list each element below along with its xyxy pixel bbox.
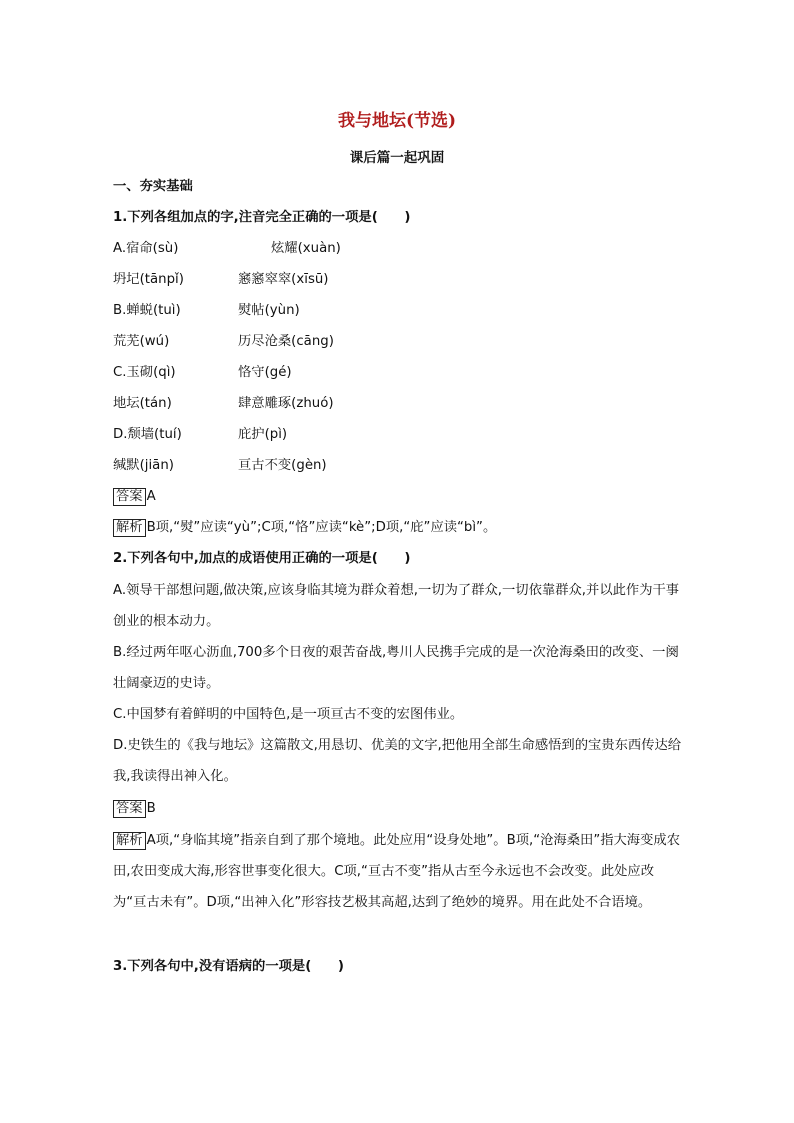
question-1-stem: 1.下列各组加点的字,注音完全正确的一项是( ) [113, 210, 411, 225]
answer-value: B [146, 801, 156, 816]
q1-row-left: C.玉砌(qì) [113, 365, 176, 380]
q2-option-b: B.经过两年呕心沥血,700多个日夜的艰苦奋战,粤川人民携手完成的是一次沧海桑田的改变、一阕壮阔豪迈的史诗。 [113, 645, 679, 691]
analysis-text: B项,“熨”应读“yù”;C项,“恪”应读“kè”;D项,“庇”应读“bì”。 [146, 520, 497, 535]
q1-row-left: 坍圮(tānpǐ) [113, 272, 184, 287]
section-heading: 一、夯实基础 [113, 179, 193, 194]
q1-row-right: 历尽沧桑(cāng) [238, 334, 334, 349]
q1-analysis [113, 519, 496, 537]
q1-row-right: 庇护(pì) [238, 427, 288, 442]
q1-row-right: 炫耀(xuàn) [271, 241, 341, 256]
q1-row-right: 肆意雕琢(zhuó) [238, 396, 334, 411]
q1-row-right: 亘古不变(gèn) [238, 458, 327, 473]
q1-row-right: 恪守(gé) [238, 365, 292, 380]
q1-row-left: 地坛(tán) [113, 396, 172, 411]
q2-answer [113, 800, 156, 818]
q1-row-right: 熨帖(yùn) [238, 303, 300, 318]
analysis-tag: 解析 [113, 832, 146, 850]
analysis-text: A项,“身临其境”指亲自到了那个境地。此处应用“设身处地”。B项,“沧海桑田”指大海变成农田,农田变成大海,形容世事变化很大。C项,“亘古不变”指从古至今永远也不会改变。此处应改为“亘古未有”。D项,“出神入化”形容技艺极其高超,达到了绝妙的境界。用在此处不合语境。 [113, 833, 680, 910]
page-subtitle: 课后篇一起巩固 [349, 150, 445, 166]
analysis-tag: 解析 [113, 519, 146, 537]
q1-row-left: 缄默(jiān) [113, 458, 174, 473]
q2-option-d: D.史铁生的《我与地坛》这篇散文,用恳切、优美的文字,把他用全部生命感悟到的宝贵东西传达给我,我读得出神入化。 [113, 738, 682, 784]
page-title: 我与地坛(节选) [337, 111, 457, 131]
q2-analysis [113, 825, 685, 918]
q2-option-a: A.领导干部想问题,做决策,应该身临其境为群众着想,一切为了群众,一切依靠群众,并以此作为干事创业的根本动力。 [113, 583, 680, 629]
q1-row-left: D.颓墙(tuí) [113, 427, 182, 442]
answer-tag: 答案 [113, 800, 146, 818]
question-3-stem: 3.下列各句中,没有语病的一项是( ) [113, 959, 344, 974]
answer-value: A [146, 489, 156, 504]
q2-option-c: C.中国梦有着鲜明的中国特色,是一项亘古不变的宏图伟业。 [113, 707, 464, 722]
q1-row-left: A.宿命(sù) [113, 241, 179, 256]
q1-row-left: B.蝉蜕(tuì) [113, 303, 181, 318]
question-2-stem: 2.下列各句中,加点的成语使用正确的一项是( ) [113, 551, 411, 566]
q1-answer [113, 488, 156, 506]
q1-row-left: 荒芜(wú) [113, 334, 170, 349]
answer-tag: 答案 [113, 488, 146, 506]
q1-row-right: 窸窸窣窣(xīsū) [238, 272, 329, 287]
